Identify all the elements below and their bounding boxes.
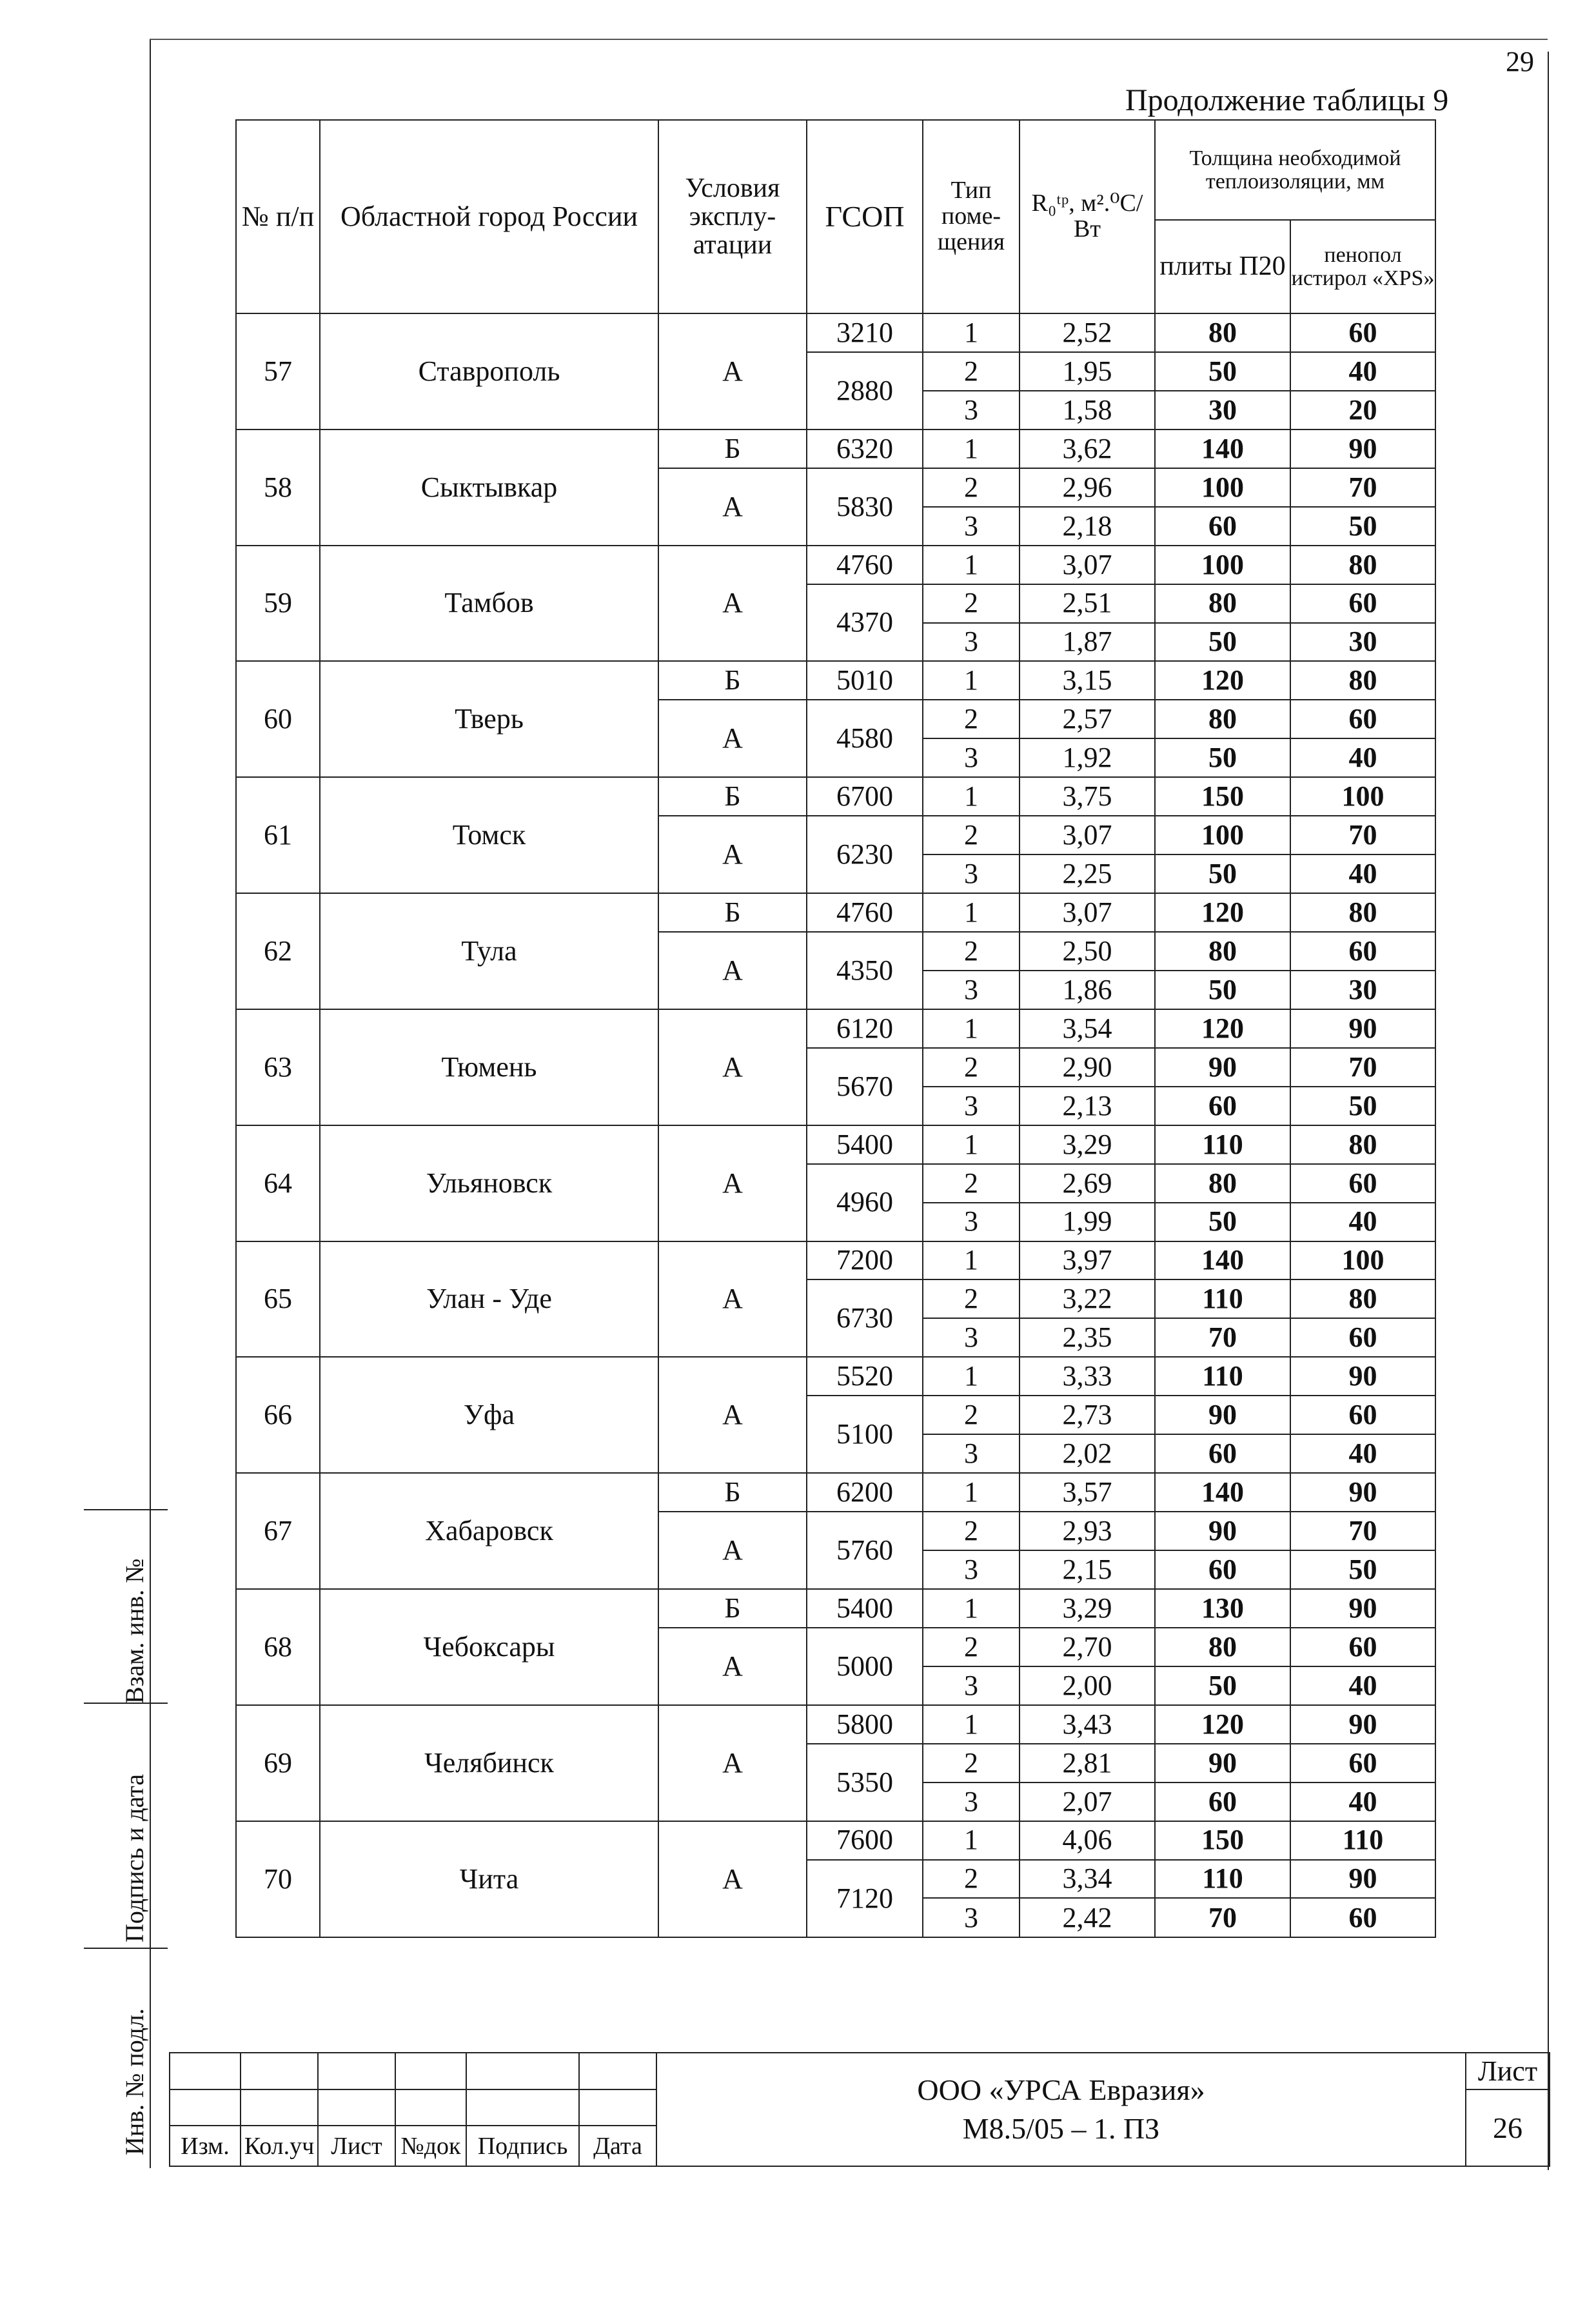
p20-thickness: 80 (1155, 1164, 1290, 1203)
xps-thickness: 110 (1290, 1821, 1435, 1860)
r0-value: 2,15 (1020, 1550, 1155, 1589)
p20-thickness: 90 (1155, 1048, 1290, 1087)
xps-thickness: 80 (1290, 893, 1435, 932)
operating-condition: А (658, 1628, 807, 1705)
p20-thickness: 50 (1155, 352, 1290, 391)
row-number: 58 (236, 430, 320, 546)
r0-value: 3,15 (1020, 661, 1155, 700)
p20-thickness: 80 (1155, 313, 1290, 352)
gsop-value: 7200 (807, 1241, 923, 1280)
page-number: 29 (1506, 46, 1534, 77)
r0-value: 3,62 (1020, 430, 1155, 468)
side-label-strip (84, 1509, 168, 2167)
p20-thickness: 100 (1155, 816, 1290, 854)
xps-thickness: 60 (1290, 1898, 1435, 1937)
r0-value: 2,07 (1020, 1783, 1155, 1821)
city-name: Тюмень (320, 1009, 658, 1125)
r0-value: 2,70 (1020, 1628, 1155, 1666)
city-name: Уфа (320, 1357, 658, 1473)
xps-thickness: 60 (1290, 700, 1435, 738)
city-name: Улан - Уде (320, 1241, 658, 1358)
r0-value: 2,52 (1020, 313, 1155, 352)
r0-value: 1,92 (1020, 738, 1155, 777)
p20-thickness: 150 (1155, 1821, 1290, 1860)
gsop-value: 7120 (807, 1860, 923, 1938)
side-label-replacement: Взам. инв. № (120, 1558, 149, 1704)
xps-thickness: 90 (1290, 1589, 1435, 1628)
operating-condition: А (658, 313, 807, 430)
room-type: 3 (923, 1898, 1020, 1937)
gsop-value: 4580 (807, 700, 923, 777)
xps-thickness: 100 (1290, 1241, 1435, 1280)
table-caption: Продолжение таблицы 9 (1125, 83, 1449, 117)
room-type: 1 (923, 893, 1020, 932)
gsop-value: 6120 (807, 1009, 923, 1048)
gsop-value: 4370 (807, 584, 923, 662)
city-name: Тверь (320, 661, 658, 777)
xps-thickness: 70 (1290, 816, 1435, 854)
p20-thickness: 120 (1155, 661, 1290, 700)
xps-thickness: 30 (1290, 623, 1435, 662)
table-row (236, 430, 1435, 468)
city-name: Ульяновск (320, 1125, 658, 1241)
table-row (236, 777, 1435, 816)
r0-value: 2,02 (1020, 1434, 1155, 1473)
header-room-type: Тип поме-щения (923, 120, 1020, 313)
p20-thickness: 110 (1155, 1357, 1290, 1396)
table-row (236, 1357, 1435, 1396)
operating-condition: А (658, 816, 807, 893)
p20-thickness: 150 (1155, 777, 1290, 816)
xps-thickness: 80 (1290, 546, 1435, 584)
stamp-col-signature: Подпись (466, 2126, 579, 2166)
table-row (236, 661, 1435, 700)
gsop-value: 5400 (807, 1125, 923, 1164)
p20-thickness: 50 (1155, 854, 1290, 893)
r0-value: 3,57 (1020, 1473, 1155, 1512)
xps-thickness: 60 (1290, 1164, 1435, 1203)
operating-condition: Б (658, 1473, 807, 1512)
side-label-signature-date: Подпись и дата (120, 1773, 149, 1942)
room-type: 3 (923, 1666, 1020, 1705)
gsop-value: 4350 (807, 932, 923, 1009)
p20-thickness: 60 (1155, 507, 1290, 546)
p20-thickness: 100 (1155, 468, 1290, 507)
gsop-value: 6700 (807, 777, 923, 816)
r0-value: 3,07 (1020, 893, 1155, 932)
r0-value: 3,54 (1020, 1009, 1155, 1048)
table-row (236, 1821, 1435, 1860)
xps-thickness: 40 (1290, 1434, 1435, 1473)
row-number: 62 (236, 893, 320, 1009)
r0-value: 2,90 (1020, 1048, 1155, 1087)
p20-thickness: 50 (1155, 971, 1290, 1009)
frame-right-line (1548, 52, 1549, 2170)
table-row (236, 313, 1435, 352)
xps-thickness: 40 (1290, 1666, 1435, 1705)
r0-value: 4,06 (1020, 1821, 1155, 1860)
city-name: Сыктывкар (320, 430, 658, 546)
xps-thickness: 70 (1290, 468, 1435, 507)
gsop-value: 5400 (807, 1589, 923, 1628)
city-name: Тамбов (320, 546, 658, 662)
sheet-label: Лист (1466, 2053, 1550, 2089)
title-block (169, 2052, 1550, 2167)
r0-value: 2,18 (1020, 507, 1155, 546)
operating-condition: Б (658, 661, 807, 700)
stamp-col-date: Дата (579, 2126, 656, 2166)
room-type: 3 (923, 1087, 1020, 1125)
xps-thickness: 90 (1290, 1357, 1435, 1396)
p20-thickness: 60 (1155, 1087, 1290, 1125)
room-type: 2 (923, 1628, 1020, 1666)
xps-thickness: 60 (1290, 1628, 1435, 1666)
room-type: 1 (923, 1705, 1020, 1744)
r0-value: 3,43 (1020, 1705, 1155, 1744)
room-type: 3 (923, 1203, 1020, 1241)
p20-thickness: 90 (1155, 1396, 1290, 1434)
p20-thickness: 70 (1155, 1898, 1290, 1937)
xps-thickness: 80 (1290, 1279, 1435, 1318)
room-type: 3 (923, 1783, 1020, 1821)
gsop-value: 5670 (807, 1048, 923, 1125)
room-type: 2 (923, 816, 1020, 854)
xps-thickness: 60 (1290, 1396, 1435, 1434)
gsop-value: 5830 (807, 468, 923, 546)
city-name: Тула (320, 893, 658, 1009)
xps-thickness: 90 (1290, 1473, 1435, 1512)
p20-thickness: 140 (1155, 1241, 1290, 1280)
title-block-org (656, 2053, 1466, 2166)
row-number: 61 (236, 777, 320, 893)
operating-condition: А (658, 1705, 807, 1821)
r0-value: 3,97 (1020, 1241, 1155, 1280)
city-name: Чебоксары (320, 1589, 658, 1705)
room-type: 1 (923, 313, 1020, 352)
gsop-value: 6730 (807, 1279, 923, 1357)
p20-thickness: 130 (1155, 1589, 1290, 1628)
p20-thickness: 140 (1155, 430, 1290, 468)
table-row (236, 1125, 1435, 1164)
r0-value: 2,57 (1020, 700, 1155, 738)
xps-thickness: 70 (1290, 1048, 1435, 1087)
operating-condition: А (658, 1241, 807, 1358)
sheet-number: 26 (1466, 2089, 1550, 2166)
xps-thickness: 50 (1290, 1087, 1435, 1125)
room-type: 2 (923, 352, 1020, 391)
room-type: 2 (923, 1164, 1020, 1203)
room-type: 1 (923, 661, 1020, 700)
header-xps: пенопол истирол «XPS» (1290, 220, 1435, 313)
r0-value: 3,07 (1020, 816, 1155, 854)
doc-code: М8.5/05 – 1. ПЗ (962, 2112, 1160, 2145)
room-type: 3 (923, 391, 1020, 430)
xps-thickness: 50 (1290, 507, 1435, 546)
p20-thickness: 80 (1155, 932, 1290, 971)
p20-thickness: 140 (1155, 1473, 1290, 1512)
city-name: Хабаровск (320, 1473, 658, 1589)
frame-top-line (150, 39, 1548, 40)
p20-thickness: 50 (1155, 738, 1290, 777)
r0-value: 3,29 (1020, 1589, 1155, 1628)
gsop-value: 6320 (807, 430, 923, 468)
xps-thickness: 100 (1290, 777, 1435, 816)
room-type: 3 (923, 971, 1020, 1009)
room-type: 2 (923, 932, 1020, 971)
xps-thickness: 60 (1290, 932, 1435, 971)
gsop-value: 4760 (807, 546, 923, 584)
gsop-value: 5760 (807, 1512, 923, 1589)
xps-thickness: 50 (1290, 1550, 1435, 1589)
table-body (236, 313, 1435, 1937)
operating-condition: А (658, 546, 807, 662)
p20-thickness: 90 (1155, 1512, 1290, 1550)
room-type: 2 (923, 1048, 1020, 1087)
room-type: 3 (923, 507, 1020, 546)
p20-thickness: 50 (1155, 1666, 1290, 1705)
gsop-value: 5010 (807, 661, 923, 700)
stamp-col-count: Кол.уч (241, 2126, 318, 2166)
p20-thickness: 120 (1155, 1009, 1290, 1048)
xps-thickness: 60 (1290, 313, 1435, 352)
header-num: № п/п (236, 120, 320, 313)
room-type: 1 (923, 1241, 1020, 1280)
table-row (236, 1241, 1435, 1280)
row-number: 70 (236, 1821, 320, 1937)
gsop-value: 3210 (807, 313, 923, 352)
gsop-value: 7600 (807, 1821, 923, 1860)
room-type: 3 (923, 1434, 1020, 1473)
room-type: 1 (923, 1125, 1020, 1164)
r0-value: 2,35 (1020, 1318, 1155, 1357)
gsop-value: 5350 (807, 1744, 923, 1821)
room-type: 3 (923, 1550, 1020, 1589)
row-number: 57 (236, 313, 320, 430)
org-name: ООО «УРСА Евразия» (917, 2073, 1205, 2107)
city-name: Томск (320, 777, 658, 893)
gsop-value: 5000 (807, 1628, 923, 1705)
operating-condition: Б (658, 1589, 807, 1628)
operating-condition: А (658, 1821, 807, 1937)
p20-thickness: 80 (1155, 700, 1290, 738)
p20-thickness: 70 (1155, 1318, 1290, 1357)
gsop-value: 5100 (807, 1396, 923, 1473)
room-type: 3 (923, 623, 1020, 662)
gsop-value: 4760 (807, 893, 923, 932)
operating-condition: А (658, 932, 807, 1009)
room-type: 2 (923, 700, 1020, 738)
xps-thickness: 60 (1290, 1744, 1435, 1783)
xps-thickness: 90 (1290, 430, 1435, 468)
header-conditions: Условия эксплу-атации (658, 120, 807, 313)
operating-condition: А (658, 468, 807, 546)
p20-thickness: 100 (1155, 546, 1290, 584)
p20-thickness: 90 (1155, 1744, 1290, 1783)
room-type: 1 (923, 430, 1020, 468)
stamp-col-change: Изм. (170, 2126, 241, 2166)
xps-thickness: 70 (1290, 1512, 1435, 1550)
p20-thickness: 120 (1155, 1705, 1290, 1744)
r0-value: 3,07 (1020, 546, 1155, 584)
row-number: 67 (236, 1473, 320, 1589)
room-type: 2 (923, 1860, 1020, 1899)
r0-value: 3,34 (1020, 1860, 1155, 1899)
room-type: 3 (923, 1318, 1020, 1357)
row-number: 68 (236, 1589, 320, 1705)
header-p20: плиты П20 (1155, 220, 1290, 313)
city-name: Чита (320, 1821, 658, 1937)
table-row (236, 1705, 1435, 1744)
header-gsop: ГСОП (807, 120, 923, 313)
room-type: 2 (923, 1512, 1020, 1550)
room-type: 1 (923, 546, 1020, 584)
header-thickness: Толщина необходимой теплоизоляции, мм (1155, 120, 1435, 220)
stamp-col-docnum: №док (395, 2126, 466, 2166)
header-r0: R₀ᵗᵖ, м².⁰С/Вт (1020, 120, 1155, 313)
xps-thickness: 40 (1290, 1783, 1435, 1821)
p20-thickness: 120 (1155, 893, 1290, 932)
xps-thickness: 90 (1290, 1860, 1435, 1899)
room-type: 3 (923, 738, 1020, 777)
p20-thickness: 110 (1155, 1125, 1290, 1164)
table-row (236, 546, 1435, 584)
r0-value: 2,50 (1020, 932, 1155, 971)
p20-thickness: 50 (1155, 623, 1290, 662)
stamp-col-sheet: Лист (318, 2126, 395, 2166)
operating-condition: Б (658, 430, 807, 468)
room-type: 1 (923, 1821, 1020, 1860)
row-number: 64 (236, 1125, 320, 1241)
xps-thickness: 40 (1290, 352, 1435, 391)
r0-value: 2,25 (1020, 854, 1155, 893)
gsop-value: 4960 (807, 1164, 923, 1241)
p20-thickness: 80 (1155, 1628, 1290, 1666)
row-number: 60 (236, 661, 320, 777)
xps-thickness: 40 (1290, 854, 1435, 893)
operating-condition: А (658, 1125, 807, 1241)
xps-thickness: 80 (1290, 1125, 1435, 1164)
r0-value: 3,75 (1020, 777, 1155, 816)
r0-value: 3,33 (1020, 1357, 1155, 1396)
room-type: 1 (923, 1009, 1020, 1048)
room-type: 1 (923, 1473, 1020, 1512)
r0-value: 2,73 (1020, 1396, 1155, 1434)
gsop-value: 6230 (807, 816, 923, 893)
table-row (236, 1009, 1435, 1048)
p20-thickness: 30 (1155, 391, 1290, 430)
operating-condition: А (658, 700, 807, 777)
r0-value: 2,13 (1020, 1087, 1155, 1125)
p20-thickness: 50 (1155, 1203, 1290, 1241)
table-row (236, 893, 1435, 932)
p20-thickness: 110 (1155, 1860, 1290, 1899)
r0-value: 1,58 (1020, 391, 1155, 430)
operating-condition: А (658, 1009, 807, 1125)
operating-condition: Б (658, 893, 807, 932)
gsop-value: 6200 (807, 1473, 923, 1512)
gsop-value: 5520 (807, 1357, 923, 1396)
r0-value: 2,81 (1020, 1744, 1155, 1783)
row-number: 59 (236, 546, 320, 662)
row-number: 66 (236, 1357, 320, 1473)
operating-condition: А (658, 1512, 807, 1589)
xps-thickness: 30 (1290, 971, 1435, 1009)
room-type: 2 (923, 1279, 1020, 1318)
r0-value: 1,87 (1020, 623, 1155, 662)
room-type: 2 (923, 468, 1020, 507)
r0-value: 2,42 (1020, 1898, 1155, 1937)
insulation-table (235, 119, 1436, 1938)
table-row (236, 1473, 1435, 1512)
xps-thickness: 60 (1290, 584, 1435, 623)
p20-thickness: 80 (1155, 584, 1290, 623)
room-type: 1 (923, 1357, 1020, 1396)
p20-thickness: 110 (1155, 1279, 1290, 1318)
xps-thickness: 40 (1290, 1203, 1435, 1241)
xps-thickness: 90 (1290, 1009, 1435, 1048)
xps-thickness: 90 (1290, 1705, 1435, 1744)
p20-thickness: 60 (1155, 1434, 1290, 1473)
p20-thickness: 60 (1155, 1550, 1290, 1589)
row-number: 63 (236, 1009, 320, 1125)
r0-value: 2,00 (1020, 1666, 1155, 1705)
room-type: 2 (923, 1744, 1020, 1783)
xps-thickness: 20 (1290, 391, 1435, 430)
operating-condition: Б (658, 777, 807, 816)
r0-value: 2,51 (1020, 584, 1155, 623)
r0-value: 3,22 (1020, 1279, 1155, 1318)
xps-thickness: 80 (1290, 661, 1435, 700)
header-city: Областной город России (320, 120, 658, 313)
room-type: 1 (923, 1589, 1020, 1628)
r0-value: 2,69 (1020, 1164, 1155, 1203)
gsop-value: 5800 (807, 1705, 923, 1744)
r0-value: 1,95 (1020, 352, 1155, 391)
r0-value: 3,29 (1020, 1125, 1155, 1164)
r0-value: 1,86 (1020, 971, 1155, 1009)
row-number: 65 (236, 1241, 320, 1358)
room-type: 1 (923, 777, 1020, 816)
xps-thickness: 40 (1290, 738, 1435, 777)
r0-value: 1,99 (1020, 1203, 1155, 1241)
city-name: Челябинск (320, 1705, 658, 1821)
xps-thickness: 60 (1290, 1318, 1435, 1357)
side-label-original-inv: Инв. № подл. (120, 2008, 149, 2155)
room-type: 3 (923, 854, 1020, 893)
room-type: 2 (923, 1396, 1020, 1434)
row-number: 69 (236, 1705, 320, 1821)
r0-value: 2,93 (1020, 1512, 1155, 1550)
p20-thickness: 60 (1155, 1783, 1290, 1821)
room-type: 2 (923, 584, 1020, 623)
r0-value: 2,96 (1020, 468, 1155, 507)
table-row (236, 1589, 1435, 1628)
city-name: Ставрополь (320, 313, 658, 430)
operating-condition: А (658, 1357, 807, 1473)
gsop-value: 2880 (807, 352, 923, 430)
